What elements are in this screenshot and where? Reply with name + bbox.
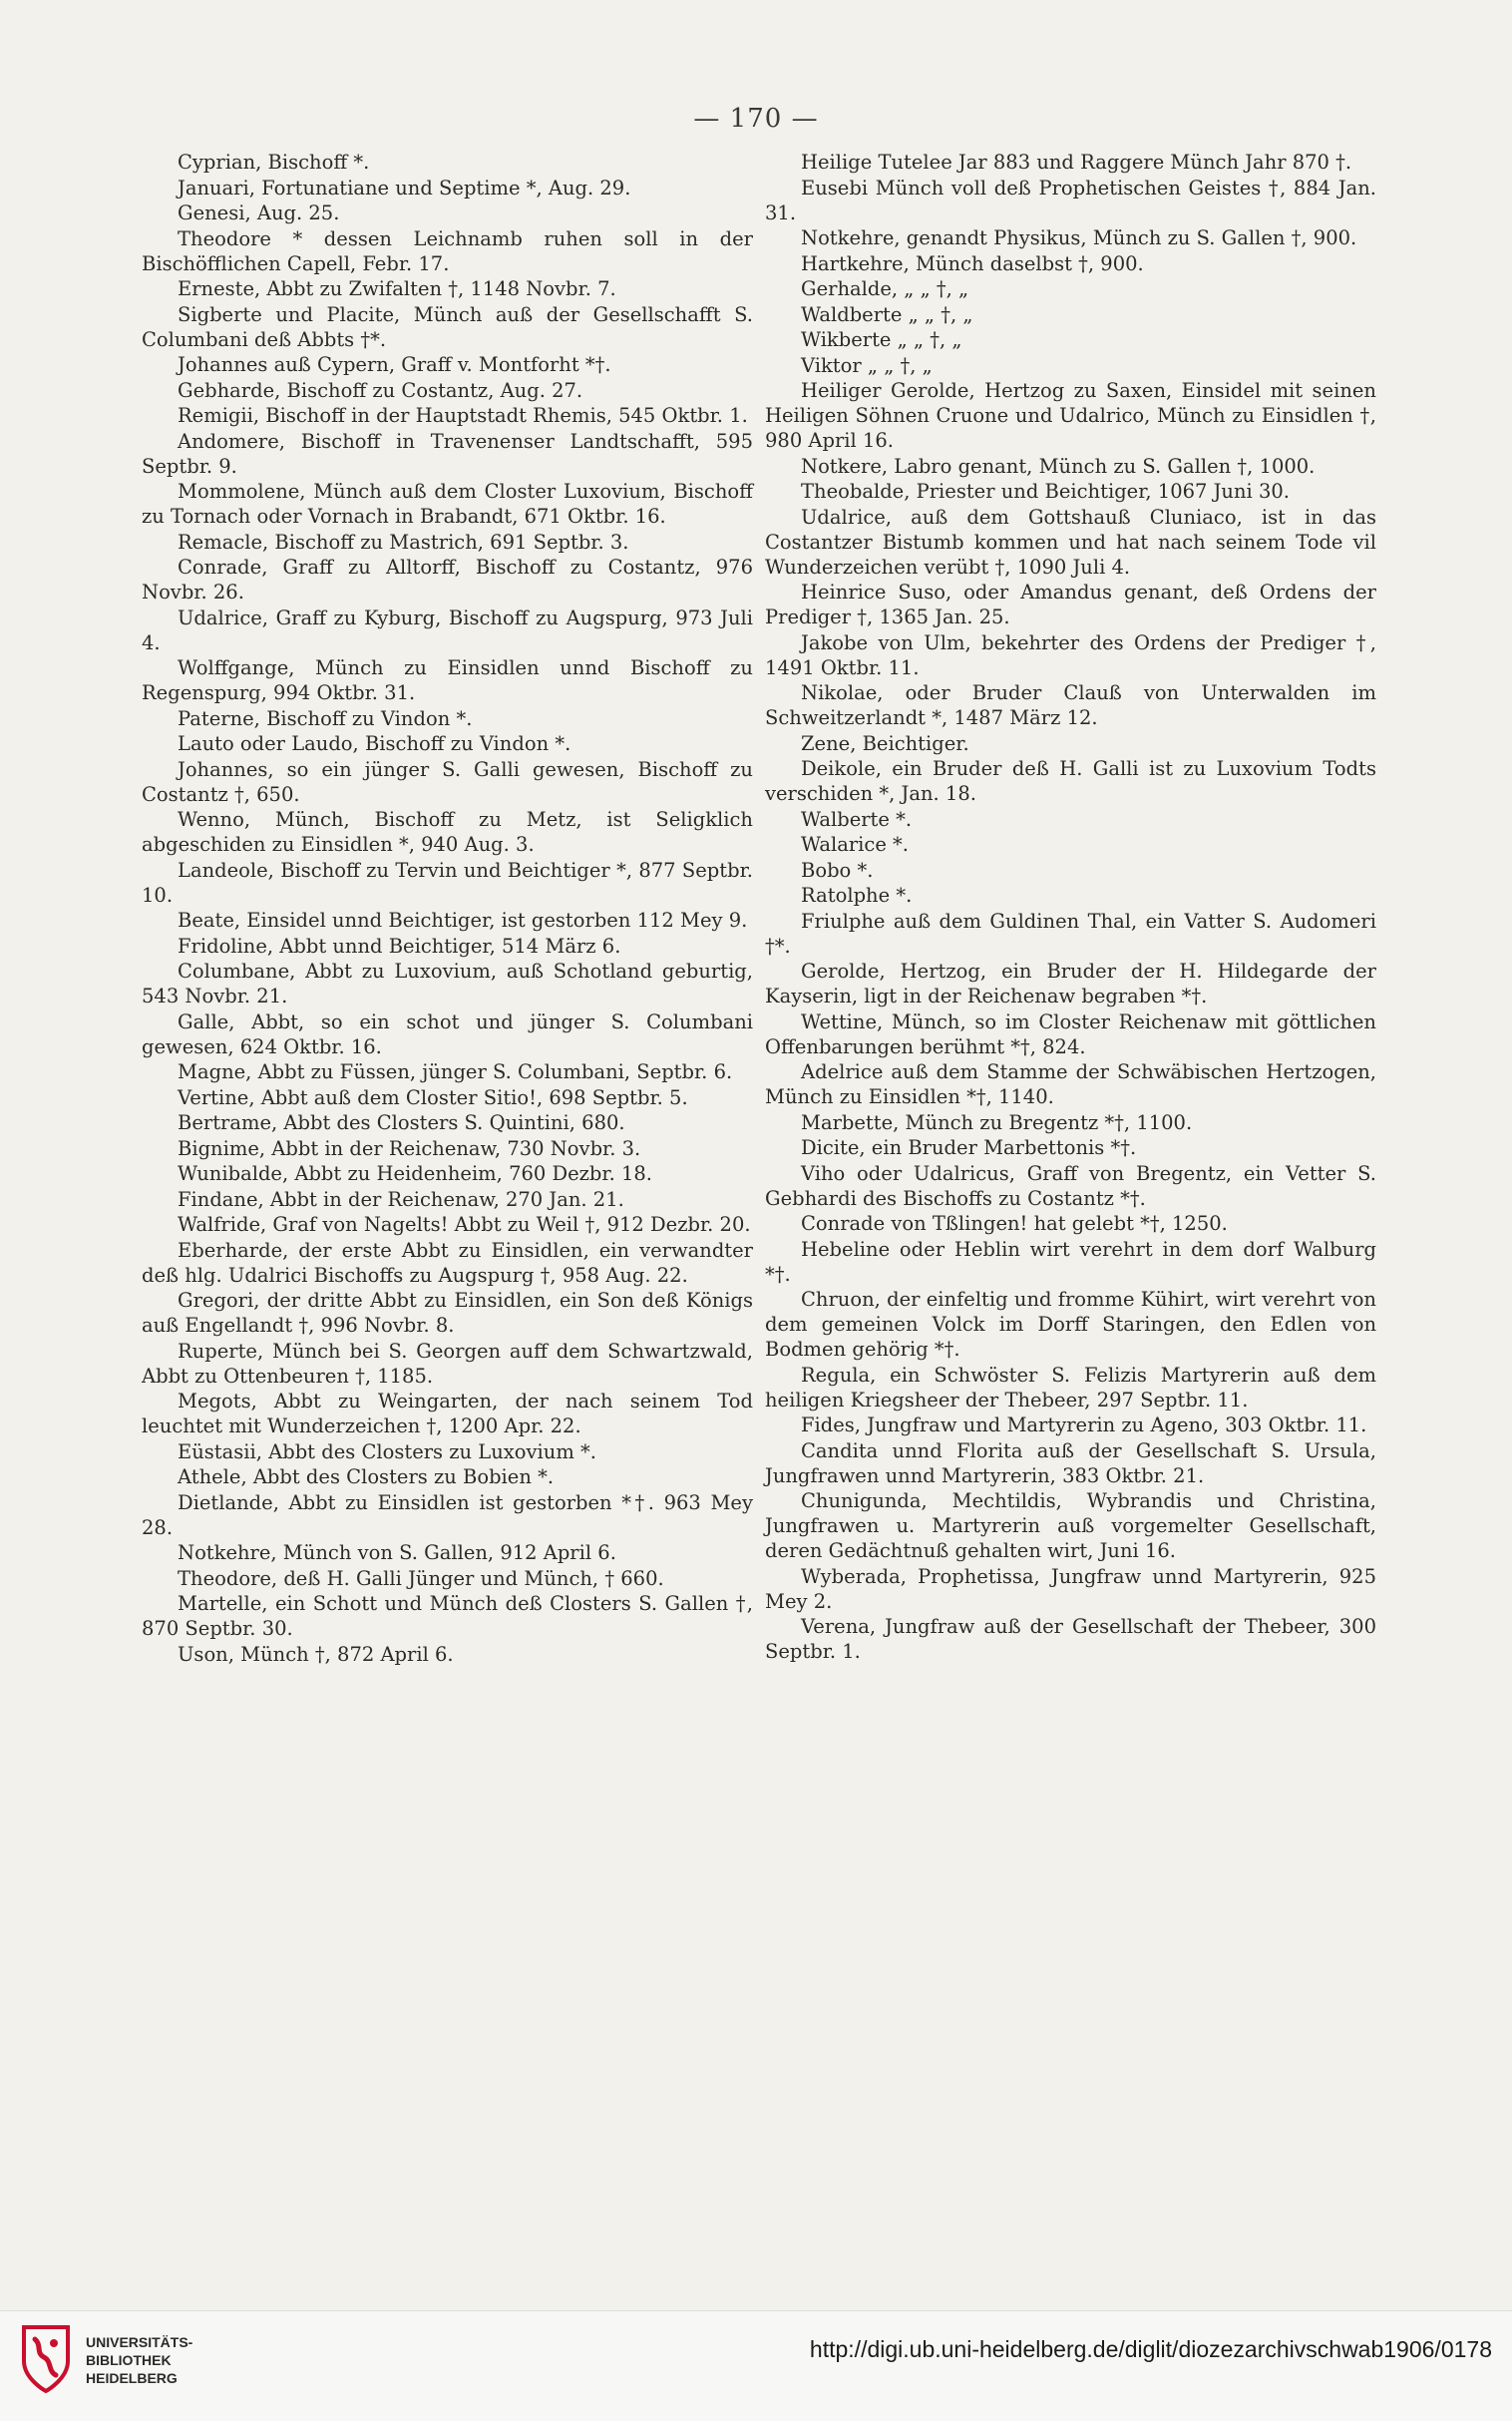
text-entry: Fides, Jungfraw und Martyrerin zu Ageno, 303 Oktbr. 11. xyxy=(801,1413,1367,1436)
institution-line: UNIVERSITÄTS- xyxy=(86,2334,193,2350)
text-entry: Zene, Beichtiger. xyxy=(801,731,969,755)
text-entry: Landeole, Bischoff zu Tervin und Beichtiger *, 877 Septbr. 10. xyxy=(142,858,753,907)
text-entry: Eberharde, der erste Abbt zu Einsidlen, ein verwandter deß hlg. Udalrici Bischoffs zu Augspurg †, 958 Aug. 22. xyxy=(142,1238,753,1287)
text-entry: Athele, Abbt des Closters zu Bobien *. xyxy=(178,1465,555,1488)
text-entry: Theodore, deß H. Galli Jünger und Münch, † 660. xyxy=(178,1566,664,1590)
text-entry: Eusebi Münch voll deß Prophetischen Geistes †, 884 Jan. 31. xyxy=(765,176,1376,224)
text-entry: Andomere, Bischoff in Travenenser Landtschafft, 595 Septbr. 9. xyxy=(142,429,753,478)
footer xyxy=(0,2310,1512,2421)
text-entry: Hartkehre, Münch daselbst †, 900. xyxy=(801,251,1144,275)
text-entry: Findane, Abbt in der Reichenaw, 270 Jan. 21. xyxy=(178,1187,624,1211)
text-entry: Theodore * dessen Leichnamb ruhen soll in der Bischöfflichen Capell, Febr. 17. xyxy=(142,226,753,275)
text-entry: Fridoline, Abbt unnd Beichtiger, 514 März 6. xyxy=(178,934,621,958)
text-entry: Johannes auß Cypern, Graff v. Montforht *†. xyxy=(178,353,611,376)
text-entry: Candita unnd Florita auß der Gesellschaft S. Ursula, Jungfrawen unnd Martyrerin, 383 Oktbr. 21. xyxy=(765,1438,1376,1487)
text-entry: Gebharde, Bischoff zu Costantz, Aug. 27. xyxy=(178,378,583,402)
text-entry: Bobo *. xyxy=(801,858,874,882)
text-entry: Wettine, Münch, so im Closter Reichenaw mit göttlichen Offenbarungen berühmt *†, 824. xyxy=(765,1009,1376,1058)
text-entry: Megots, Abbt zu Weingarten, der nach seinem Tod leuchtet mit Wunderzeichen †, 1200 Apr. 22. xyxy=(142,1390,753,1437)
text-entry: Nikolae, oder Bruder Clauß von Unterwalden im Schweitzerlandt *, 1487 März 12. xyxy=(765,681,1376,729)
text-entry: Friulphe auß dem Guldinen Thal, ein Vatter S. Audomeri †*. xyxy=(765,909,1376,958)
text-entry: Marbette, Münch zu Bregentz *†, 1100. xyxy=(801,1110,1193,1134)
text-entry: Gerhalde, „ „ †, „ xyxy=(801,277,969,300)
text-entry: Verena, Jungfraw auß der Gesellschaft der Thebeer, 300 Septbr. 1. xyxy=(765,1615,1376,1663)
text-entry: Conrade von Tßlingen! hat gelebt *†, 1250. xyxy=(801,1212,1228,1235)
text-entry: Johannes, so ein jünger S. Galli gewesen, Bischoff zu Costantz †, 650. xyxy=(142,757,753,806)
text-entry: Bertrame, Abbt des Closters S. Quintini, 680. xyxy=(178,1111,625,1134)
text-entry: Wikberte „ „ †, „ xyxy=(801,328,962,351)
text-entry: Bignime, Abbt in der Reichenaw, 730 Novbr. 3. xyxy=(178,1136,641,1160)
text-entry: Lauto oder Laudo, Bischoff zu Vindon *. xyxy=(178,732,571,755)
text-entry: Galle, Abbt, so ein schot und jünger S. Columbani gewesen, 624 Oktbr. 16. xyxy=(142,1009,753,1058)
text-entry: Dietlande, Abbt zu Einsidlen ist gestorben *†. 963 Mey 28. xyxy=(142,1490,753,1539)
text-entry: Mommolene, Münch auß dem Closter Luxovium, Bischoff zu Tornach oder Vornach in Brabandt, 671 Oktbr. 16. xyxy=(142,480,753,528)
text-entry: Hebeline oder Heblin wirt verehrt in dem dorf Walburg *†. xyxy=(765,1237,1376,1286)
text-entry: Conrade, Graff zu Alltorff, Bischoff zu Costantz, 976 Novbr. 26. xyxy=(142,556,753,604)
right-column xyxy=(765,150,1376,1665)
text-entry: Deikole, ein Bruder deß H. Galli ist zu Luxovium Todts verschiden *, Jan. 18. xyxy=(765,757,1376,805)
left-column xyxy=(142,150,753,1667)
text-entry: Walarice *. xyxy=(801,833,910,856)
text-entry: Wolffgange, Münch zu Einsidlen unnd Bischoff zu Regenspurg, 994 Oktbr. 31. xyxy=(142,656,753,704)
text-entry: Januari, Fortunatiane und Septime *, Aug. 29. xyxy=(178,176,631,200)
text-entry: Waldberte „ „ †, „ xyxy=(801,302,973,326)
text-entry: Wunibalde, Abbt zu Heidenheim, 760 Dezbr. 18. xyxy=(178,1162,653,1185)
institution-name xyxy=(86,2333,285,2387)
text-entry: Beate, Einsidel unnd Beichtiger, ist gestorben 112 Mey 9. xyxy=(178,909,748,932)
text-entry: Jakobe von Ulm, bekehrter des Ordens der Prediger †, 1491 Oktbr. 11. xyxy=(765,630,1376,679)
text-entry: Udalrice, Graff zu Kyburg, Bischoff zu Augspurg, 973 Juli 4. xyxy=(142,605,753,654)
text-entry: Gregori, der dritte Abbt zu Einsidlen, ein Son deß Königs auß Engellandt †, 996 Novbr. 8. xyxy=(142,1289,753,1337)
text-entry: Walberte *. xyxy=(801,807,913,831)
institution-line: HEIDELBERG xyxy=(86,2370,178,2386)
source-url-link[interactable]: http://digi.ub.uni-heidelberg.de/diglit/diozezarchivschwab1906/0178 xyxy=(809,2336,1492,2362)
text-entry: Udalrice, auß dem Gottshauß Cluniaco, ist in das Costantzer Bistumb kommen und hat nach seinem Tode vil Wunderzeichen verübt †, 1090 Juli 4. xyxy=(765,505,1376,579)
text-entry: Notkere, Labro genant, Münch zu S. Gallen †, 1000. xyxy=(801,454,1316,478)
text-entry: Remacle, Bischoff zu Mastrich, 691 Septbr. 3. xyxy=(178,530,629,554)
text-entry: Theobalde, Priester und Beichtiger, 1067 Juni 30. xyxy=(801,480,1290,503)
text-entry: Heilige Tutelee Jar 883 und Raggere Münch Jahr 870 †. xyxy=(801,151,1352,174)
text-entry: Vertine, Abbt auß dem Closter Sitio!, 698 Septbr. 5. xyxy=(178,1085,688,1109)
text-entry: Ratolphe *. xyxy=(801,884,913,907)
text-entry: Uson, Münch †, 872 April 6. xyxy=(178,1642,454,1666)
text-entry: Heiliger Geroldе, Hertzog zu Saxen, Einsidel mit seinen Heiligen Söhnen Cruone und Udalrico, Münch zu Einsidlen †, 980 April 16. xyxy=(765,379,1376,452)
text-entry: Notkehre, genandt Physikus, Münch zu S. Gallen †, 900. xyxy=(801,226,1357,249)
text-entry: Walfride, Graf von Nagelts! Abbt zu Weil †, 912 Dezbr. 20. xyxy=(178,1213,751,1236)
text-entry: Eüstasii, Abbt des Closters zu Luxovium *. xyxy=(178,1439,596,1463)
text-entry: Genesi, Aug. 25. xyxy=(178,202,340,224)
institution-line: BIBLIOTHEK xyxy=(86,2352,172,2368)
text-entry: Viho oder Udalricus, Graff von Bregentz, ein Vetter S. Gebhardi des Bischoffs zu Costantz *†. xyxy=(765,1161,1376,1210)
text-entry: Sigberte und Placite, Münch auß der Gesellschafft S. Columbani deß Abbts †*. xyxy=(142,302,753,351)
text-entry: Columbane, Abbt zu Luxovium, auß Schotland geburtig, 543 Novbr. 21. xyxy=(142,960,753,1008)
text-entry: Wenno, Münch, Bischoff zu Metz, ist Seligklich abgeschiden zu Einsidlen *, 940 Aug. 3. xyxy=(142,808,753,856)
text-entry: Dicite, ein Bruder Marbettonis *†. xyxy=(801,1136,1137,1159)
text-entry: Chruon, der einfeltig und fromme Kühirt, wirt verehrt von dem gemeinen Volck im Dorff Staringen, den Edlen von Bodmen gehörig *†. xyxy=(765,1288,1376,1361)
text-entry: Heinrice Suso, oder Amandus genant, deß Ordens der Prediger †, 1365 Jan. 25. xyxy=(765,581,1376,628)
text-entry: Magne, Abbt zu Füssen, jünger S. Columbani, Septbr. 6. xyxy=(178,1060,733,1083)
text-entry: Ruperte, Münch bei S. Georgen auff dem Schwartzwald, Abbt zu Ottenbeuren †, 1185. xyxy=(142,1339,753,1388)
page-number: — 170 — xyxy=(693,104,819,134)
text-entry: Paterne, Bischoff zu Vindon *. xyxy=(178,706,473,730)
text-entry: Wyberada, Prophetissa, Jungfraw unnd Martyrerin, 925 Mey 2. xyxy=(765,1564,1376,1613)
text-entry: Erneste, Abbt zu Zwifalten †, 1148 Novbr. 7. xyxy=(178,277,616,300)
text-entry: Chunigunda, Mechtildis, Wybrandis und Christina, Jungfrawen u. Martyrerin auß vorgemelter Gesellschaft, deren Gedächtnuß gehalten wirt, Juni 16. xyxy=(765,1489,1376,1562)
text-entry: Cyprian, Bischoff *. xyxy=(178,151,370,174)
text-entry: Viktor „ „ †, „ xyxy=(801,353,933,377)
university-seal-icon xyxy=(18,2323,74,2395)
text-entry: Notkehre, Münch von S. Gallen, 912 April 6. xyxy=(178,1541,616,1564)
text-entry: Remigii, Bischoff in der Hauptstadt Rhemis, 545 Oktbr. 1. xyxy=(178,404,748,427)
text-entry: Adelrice auß dem Stamme der Schwäbischen Hertzogen, Münch zu Einsidlen *†, 1140. xyxy=(765,1060,1376,1108)
text-entry: Regula, ein Schwöster S. Felizis Martyrerin auß dem heiligen Kriegsheer der Thebeer, 297 Septbr. 11. xyxy=(765,1363,1376,1412)
text-entry: Geroldе, Hertzog, ein Bruder der H. Hildegarde der Kayserin, ligt in der Reichenaw begraben *†. xyxy=(765,960,1376,1008)
text-entry: Martelle, ein Schott und Münch deß Closters S. Gallen †, 870 Septbr. 30. xyxy=(142,1592,753,1640)
